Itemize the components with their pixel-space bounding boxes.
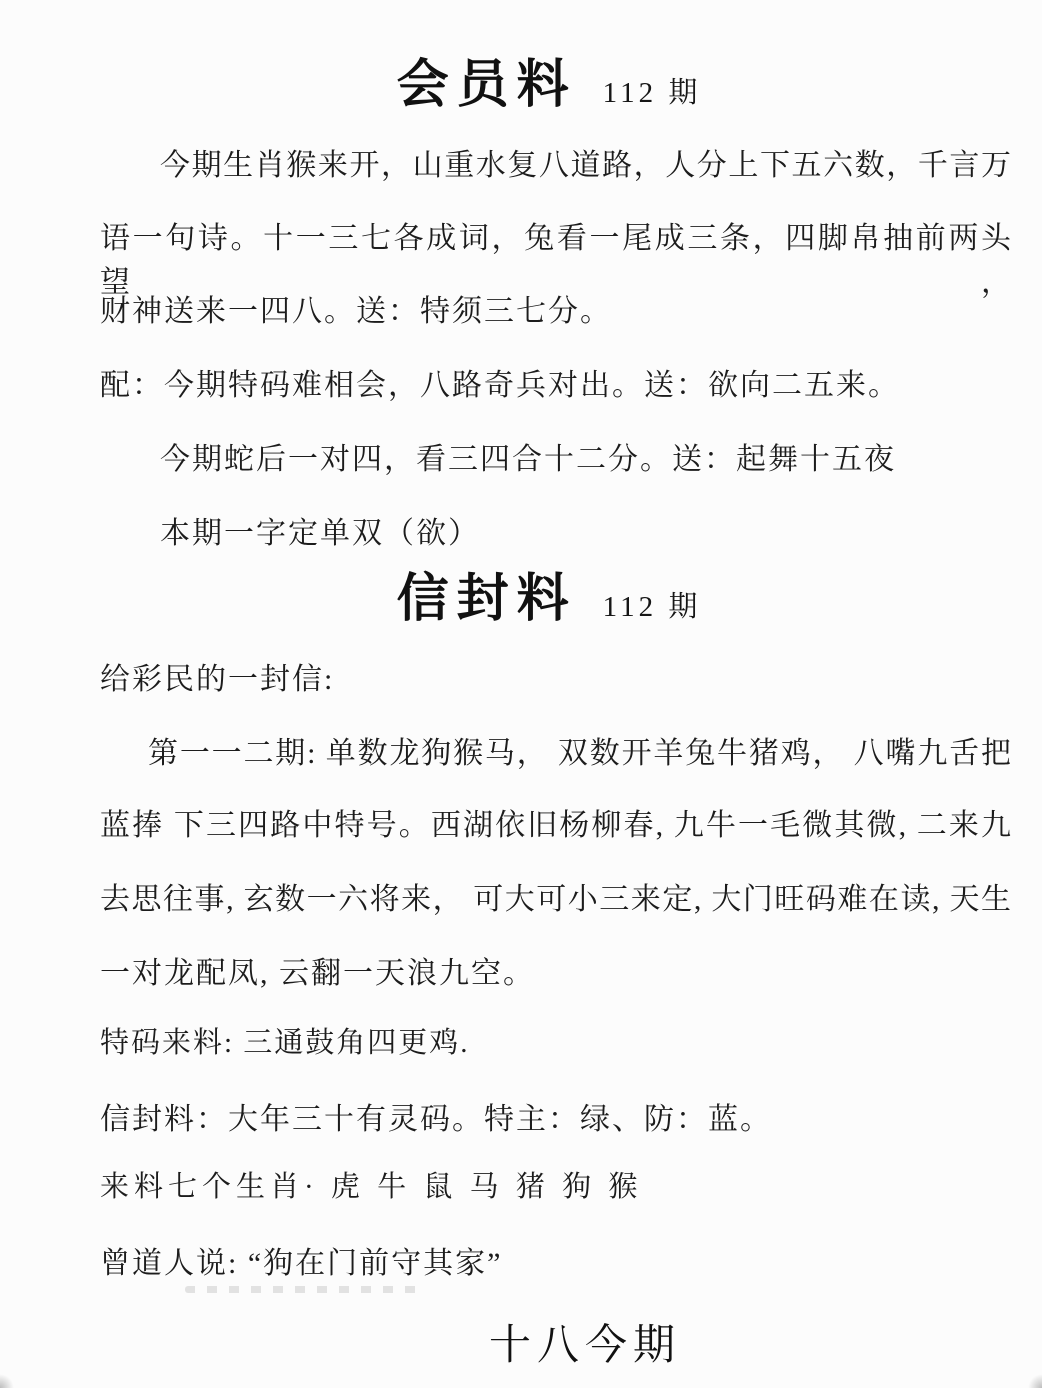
ink-smudge-artifact xyxy=(185,1286,425,1293)
envelope-section-header xyxy=(28,556,1042,631)
footer-text: 十八今期 xyxy=(488,1323,681,1369)
member-odd-even-line: 本期一字定单双（欲） xyxy=(160,517,480,550)
member-issue-number: 112 期 xyxy=(602,77,702,109)
member-poem-line-1: 今期生肖猴来开，山重水复八道路，人分上下五六数，千言万 xyxy=(160,149,1012,182)
member-poem-line-2: 语一句诗。十一三七各成词，兔看一尾成三条，四脚帛抽前两头望， xyxy=(100,222,1012,299)
envelope-body-line-2: 去思往事, 玄数一六将来， 可大可小三来定, 大门旺码难在读, 天生 xyxy=(100,883,1012,916)
envelope-section-title: 信封料 xyxy=(396,571,577,628)
envelope-issue-number: 112 期 xyxy=(602,591,702,623)
member-poem-line-3: 财神送来一四八。送：特须三七分。 xyxy=(100,295,612,328)
envelope-intro-line: 给彩民的一封信: xyxy=(100,663,335,696)
member-section-header xyxy=(28,42,1042,117)
member-pairing-line: 配：今期特码难相会，八路奇兵对出。送：欲向二五来。 xyxy=(100,369,900,402)
envelope-color-tip-line: 信封料：大年三十有灵码。特主：绿、防：蓝。 xyxy=(100,1103,772,1136)
zengdaoren-quote-line: 曾道人说: “狗在门前守其家” xyxy=(100,1247,503,1280)
envelope-body-line-1: 蓝捧 下三四路中特号。西湖依旧杨柳春, 九牛一毛微其微, 二来九 xyxy=(100,809,1012,842)
special-code-tip-line: 特码来料: 三通鼓角四更鸡. xyxy=(100,1027,470,1059)
envelope-body-line-3: 一对龙配凤, 云翻一天浪九空。 xyxy=(100,957,535,990)
zodiac-list-line: 来料七个生肖· 虎 牛 鼠 马 猪 狗 猴 xyxy=(100,1171,643,1203)
member-section-title: 会员料 xyxy=(396,57,577,114)
member-snake-line: 今期蛇后一对四，看三四合十二分。送：起舞十五夜 xyxy=(160,443,896,476)
envelope-issue-line: 第一一二期: 单数龙狗猴马， 双数开羊兔牛猪鸡， 八嘴九舌把 xyxy=(148,737,1012,770)
